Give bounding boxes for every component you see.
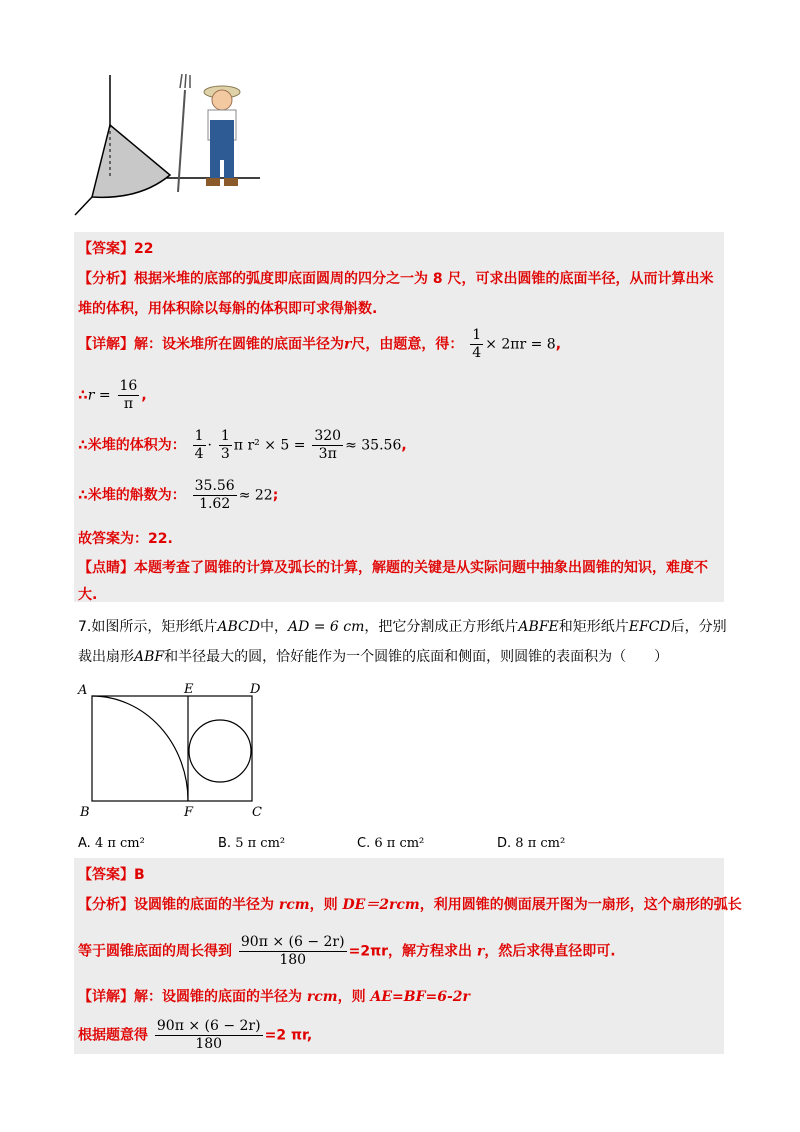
rectangle-figure [72, 680, 272, 820]
detail-2: 【详解】解：设圆锥的底面的半径为 rcm，则 AE=BF=6-2r [78, 989, 470, 1005]
fraction: $\frac{90\pi \times (6 - 2r)}{180}$ [156, 1018, 261, 1052]
detail-1: 【详解】解：设米堆所在圆锥的底面半径为r尺，由题意，得： $\frac{1}{4}$ × 2πr = 8, [78, 327, 562, 361]
answer-1: 【答案】22 [78, 241, 154, 257]
fraction: $\frac{1}{3}$ [220, 428, 230, 462]
step-volume: ∴米堆的体积为： $\frac{1}{4}$ · $\frac{1}{3}$ π r² × 5 = $\frac{320}{3\pi}$ ≈ 35.56, [78, 428, 407, 462]
label-E: E [184, 682, 194, 697]
label-A: A [78, 683, 88, 698]
analysis-1-line2: 堆的体积，用体积除以每斛的体积即可求得斛数. [78, 301, 378, 317]
fraction: $\frac{35.56}{1.62}$ [194, 478, 235, 512]
question-7-line1: 7.如图所示，矩形纸片ABCD中，AD = 6 cm，把它分割成正方形纸片ABFE和矩形纸片EFCD后，分别 [78, 619, 727, 635]
answer-2: 【答案】B [78, 867, 145, 883]
rice-pile-figure [70, 70, 270, 220]
fraction: $\frac{320}{3\pi}$ [314, 428, 342, 462]
label-F: F [184, 805, 194, 820]
detail-2-equation: 根据题意得 $\frac{90\pi \times (6 - 2r)}{180}$ =2 πr, [78, 1018, 313, 1052]
option-c[interactable]: C. 6 π cm² [357, 836, 425, 851]
step-hu: ∴米堆的斛数为： $\frac{35.56}{1.62}$ ≈ 22; [78, 478, 279, 512]
analysis-2-line2: 等于圆锥底面的周长得到 $\frac{90\pi \times (6 - 2r)}{180}$ =2πr，解方程求出 r，然后求得直径即可. [78, 934, 616, 968]
final-answer-1: 故答案为：22. [78, 531, 173, 547]
step-r: ∴r = $\frac{16}{\pi}$ , [78, 378, 147, 412]
option-b[interactable]: B. 5 π cm² [218, 836, 286, 851]
analysis-1-line1: 【分析】根据米堆的底部的弧度即底面圆周的四分之一为 8 尺，可求出圆锥的底面半径，从而计算出米 [78, 271, 714, 287]
fraction: $\frac{1}{4}$ [194, 428, 204, 462]
comment-1-line1: 【点睛】本题考查了圆锥的计算及弧长的计算，解题的关键是从实际问题中抽象出圆锥的知识，难度不 [78, 560, 708, 576]
label-D: D [250, 682, 261, 697]
fraction: $\frac{1}{4}$ [472, 327, 482, 361]
fraction: $\frac{90\pi \times (6 - 2r)}{180}$ [240, 934, 345, 968]
analysis-2-line1: 【分析】设圆锥的底面的半径为 rcm，则 DE＝2rcm，利用圆锥的侧面展开图为一扇形，这个扇形的弧长 [78, 897, 742, 913]
fraction: $\frac{16}{\pi}$ [119, 378, 138, 412]
label-C: C [252, 805, 262, 820]
question-7-line2: 裁出扇形ABF和半径最大的圆，恰好能作为一个圆锥的底面和侧面，则圆锥的表面积为（ ） [78, 649, 669, 665]
option-d[interactable]: D. 8 π cm² [497, 836, 566, 851]
label-B: B [80, 805, 90, 820]
option-a[interactable]: A. 4 π cm² [78, 836, 145, 851]
comment-1-line2: 大. [78, 587, 98, 603]
